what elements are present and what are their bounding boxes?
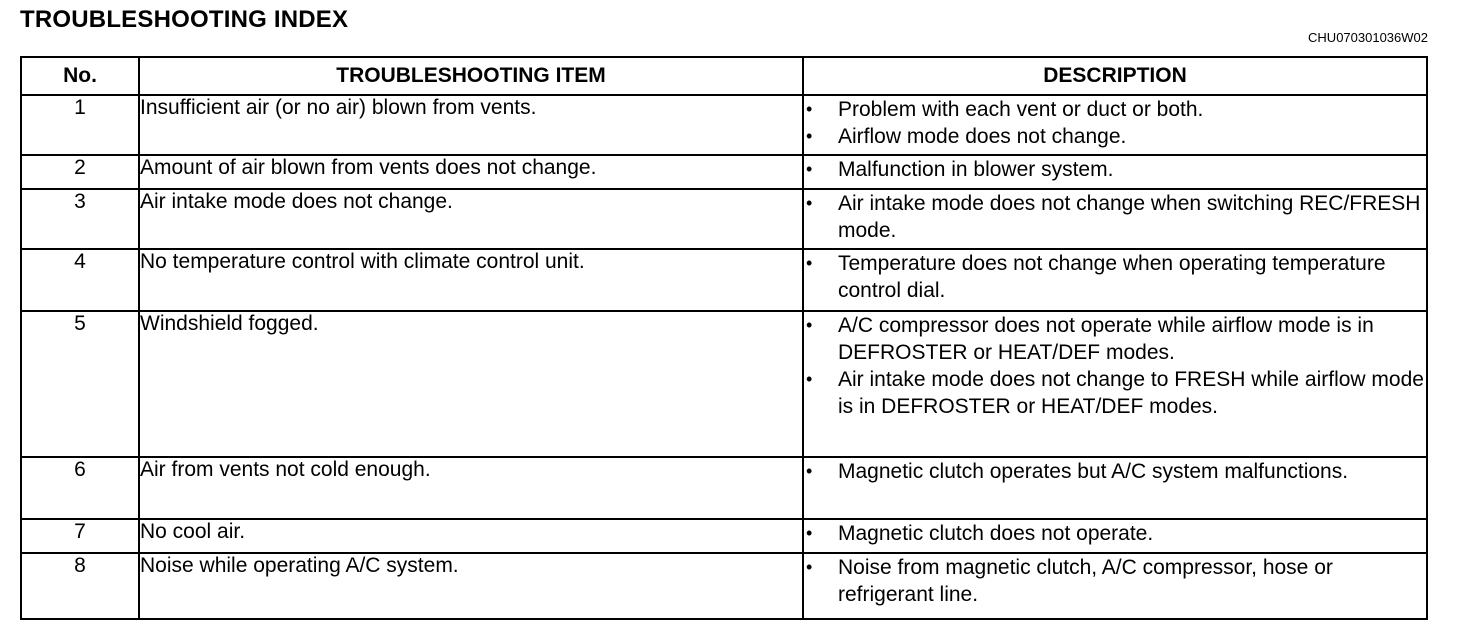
row-number: 1 — [21, 95, 139, 155]
description-list — [804, 250, 1426, 304]
table-row — [21, 155, 1427, 189]
description-list — [804, 554, 1426, 608]
description-text: Problem with each vent or duct or both. — [838, 98, 1204, 121]
troubleshooting-item: Amount of air blown from vents does not change. — [139, 155, 803, 189]
troubleshooting-item: Insufficient air (or no air) blown from vents. — [139, 95, 803, 155]
list-item — [804, 554, 1426, 608]
header-troubleshooting-item: TROUBLESHOOTING ITEM — [139, 57, 803, 95]
description-cell — [803, 189, 1427, 249]
row-number: 4 — [21, 249, 139, 311]
description-cell — [803, 311, 1427, 457]
table-row — [21, 457, 1427, 519]
description-cell — [803, 249, 1427, 311]
table-row — [21, 311, 1427, 457]
bullet-icon: • — [806, 126, 813, 146]
document-code: CHU070301036W02 — [1308, 30, 1428, 45]
table-header-row — [21, 57, 1427, 95]
troubleshooting-item: Air from vents not cold enough. — [139, 457, 803, 519]
description-cell — [803, 519, 1427, 553]
description-cell — [803, 155, 1427, 189]
description-list — [804, 96, 1426, 150]
description-list — [804, 190, 1426, 244]
description-text: Air intake mode does not change to FRESH while airflow mode is in DEFROSTER or HEAT/DEF modes. — [838, 368, 1424, 418]
list-item — [804, 96, 1426, 123]
description-list — [804, 312, 1426, 420]
description-text: Noise from magnetic clutch, A/C compressor, hose or refrigerant line. — [838, 556, 1333, 606]
row-number: 3 — [21, 189, 139, 249]
bullet-icon: • — [806, 461, 813, 481]
description-text: Malfunction in blower system. — [838, 158, 1114, 181]
bullet-icon: • — [806, 253, 813, 273]
table-row — [21, 553, 1427, 619]
row-number: 2 — [21, 155, 139, 189]
bullet-icon: • — [806, 193, 813, 213]
list-item — [804, 190, 1426, 244]
description-text: A/C compressor does not operate while airflow mode is in DEFROSTER or HEAT/DEF modes. — [838, 314, 1374, 364]
bullet-icon: • — [806, 557, 813, 577]
list-item — [804, 366, 1426, 420]
bullet-icon: • — [806, 99, 813, 119]
troubleshooting-item: Noise while operating A/C system. — [139, 553, 803, 619]
troubleshooting-table — [20, 56, 1428, 620]
table-row — [21, 519, 1427, 553]
troubleshooting-item: No temperature control with climate control unit. — [139, 249, 803, 311]
list-item — [804, 123, 1426, 150]
table-row — [21, 95, 1427, 155]
description-text: Airflow mode does not change. — [838, 125, 1127, 148]
table-body — [21, 95, 1427, 619]
description-text: Air intake mode does not change when switching REC/FRESH mode. — [838, 192, 1421, 242]
list-item — [804, 458, 1426, 485]
bullet-icon: • — [806, 523, 813, 543]
troubleshooting-item: Air intake mode does not change. — [139, 189, 803, 249]
description-cell — [803, 95, 1427, 155]
description-cell — [803, 553, 1427, 619]
row-number: 7 — [21, 519, 139, 553]
row-number: 8 — [21, 553, 139, 619]
description-list — [804, 156, 1426, 183]
list-item — [804, 156, 1426, 183]
list-item — [804, 520, 1426, 547]
description-text: Temperature does not change when operating temperature control dial. — [838, 252, 1386, 302]
description-cell — [803, 457, 1427, 519]
header-no: No. — [21, 57, 139, 95]
troubleshooting-item: No cool air. — [139, 519, 803, 553]
table-row — [21, 189, 1427, 249]
list-item — [804, 250, 1426, 304]
list-item — [804, 312, 1426, 366]
description-list — [804, 520, 1426, 547]
row-number: 5 — [21, 311, 139, 457]
bullet-icon: • — [806, 315, 813, 335]
table-row — [21, 249, 1427, 311]
bullet-icon: • — [806, 159, 813, 179]
troubleshooting-item: Windshield fogged. — [139, 311, 803, 457]
row-number: 6 — [21, 457, 139, 519]
page-title: TROUBLESHOOTING INDEX — [20, 6, 349, 33]
header-description: DESCRIPTION — [803, 57, 1427, 95]
description-text: Magnetic clutch operates but A/C system malfunctions. — [838, 460, 1349, 483]
description-text: Magnetic clutch does not operate. — [838, 522, 1154, 545]
description-list — [804, 458, 1426, 485]
bullet-icon: • — [806, 369, 813, 389]
